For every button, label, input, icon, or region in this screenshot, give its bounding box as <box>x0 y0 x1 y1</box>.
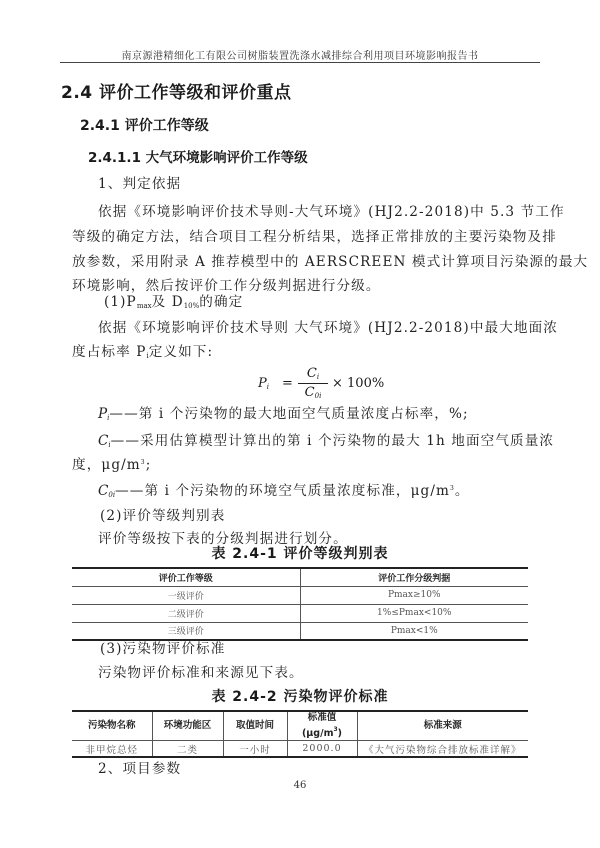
ci-definition-end: ; <box>145 457 152 473</box>
c0i-symbol-sub: 0i <box>108 491 116 499</box>
sub1-prefix: (1)P <box>104 294 137 310</box>
definition-pi <box>98 402 469 422</box>
column-header: 污染物名称 <box>72 711 152 741</box>
table-header-row <box>72 568 528 586</box>
table-header-row <box>72 711 528 741</box>
para1-line1: 依据《环境影响评价技术导则-大气环境》(HJ2.2-2018)中 5.3 节工作 <box>98 204 565 220</box>
c0i-definition-text: ——第 i 个污染物的环境空气质量浓度标准，μg/m <box>115 483 450 499</box>
ci-definition-text: ——采用估算模型计算出的第 i 个污染物的最大 1h 地面空气质量浓 <box>110 433 555 449</box>
para2-line2-prefix: 度占标率 P <box>72 344 147 360</box>
sub1-mid: 及 D <box>151 294 184 310</box>
formula-denominator: $C_{0i}$ <box>304 385 322 400</box>
column-header: 环境功能区 <box>152 711 223 741</box>
table2-caption: 表 2.4-2 污染物评价标准 <box>211 689 389 705</box>
formula-numerator: $C_i$ <box>306 366 320 381</box>
unit-label: $(\mu g/m^3)$ <box>301 726 343 739</box>
column-header: 取值时间 <box>223 711 287 741</box>
section-heading-2-4-1-1: 2.4.1.1 大气环境影响评价工作等级 <box>88 150 308 166</box>
definition-c0i <box>98 479 470 499</box>
definition-ci-cont <box>72 453 151 473</box>
table-cell: 一小时 <box>223 741 287 758</box>
grade-criteria-table <box>72 567 528 641</box>
pmax-subscript: max <box>136 302 152 310</box>
pi-definition-text: ——第 i 个污染物的最大地面空气质量浓度占标率，%; <box>109 406 469 422</box>
table-cell: 二级评价 <box>72 604 300 622</box>
sub1-suffix: 的确定 <box>199 294 244 310</box>
para1-line3: 放参数，采用附录 A 推荐模型中的 AERSCREEN 模式计算项目污染源的最大 <box>72 254 589 270</box>
table-cell: Pmax≥10% <box>300 586 528 604</box>
ci-symbol: C <box>98 433 109 449</box>
formula-fraction <box>298 366 328 401</box>
para1-line2: 等级的确定方法，结合项目工程分析结果，选择正常排放的主要污染物及排 <box>72 229 557 245</box>
table1-caption: 表 2.4-1 评价等级判别表 <box>211 546 389 562</box>
pi-symbol: P <box>98 406 108 422</box>
pi-symbol-sub: i <box>107 414 110 422</box>
ci-symbol-sub: i <box>108 441 111 449</box>
header-divider <box>60 62 540 63</box>
subsection-3-text: 污染物评价标准和来源见下表。 <box>98 665 304 681</box>
subsection-2-text: 评价等级按下表的分级判据进行划分。 <box>98 531 348 547</box>
para1-line4: 环境影响，然后按评价工作分级判据进行分级。 <box>72 278 381 294</box>
para2-line2 <box>72 340 213 360</box>
subsection-1-title <box>104 290 243 310</box>
para2-line2-suffix: 定义如下: <box>148 344 214 360</box>
table-cell: 1%≤Pmax<10% <box>300 604 528 622</box>
c0i-definition-end: 。 <box>454 483 470 499</box>
section-heading-2-4-1: 2.4.1 评价工作等级 <box>80 118 209 134</box>
ci-definition-cont: 度，μg/m <box>72 457 141 473</box>
column-header: 标准来源 <box>357 711 528 741</box>
column-header: 评价工作分级判据 <box>300 568 528 586</box>
subsection-3-title: (3)污染物评价标准 <box>100 641 226 657</box>
formula-lhs: $P_i$ <box>258 376 269 391</box>
table-cell: 非甲烷总烃 <box>85 744 138 756</box>
c0i-unit-sup: 3 <box>450 485 455 492</box>
running-header: 南京源港精细化工有限公司树脂装置洗涤水减排综合利用项目环境影响报告书 <box>121 51 479 62</box>
formula-multiplier: × 100% <box>332 376 385 391</box>
column-header-standard-value <box>287 711 357 741</box>
fraction-bar <box>298 383 328 384</box>
subsection-2-title: (2)评价等级判别表 <box>100 508 226 524</box>
item-1-title: 1、判定依据 <box>98 176 182 192</box>
item-2-title: 2、项目参数 <box>98 761 182 777</box>
table-cell: 《大气污染物综合排放标准详解》 <box>357 741 528 758</box>
table-cell: 一级评价 <box>72 586 300 604</box>
pollutant-standard-table <box>72 710 528 758</box>
pi-subscript: i <box>146 352 149 360</box>
page-number: 46 <box>293 780 307 791</box>
definition-ci <box>98 429 554 449</box>
table-cell: 2000.0 <box>287 741 357 758</box>
formula-equals: = <box>282 376 293 391</box>
column-header-label: 标准值 <box>307 712 337 723</box>
d10-subscript: 10% <box>183 302 200 310</box>
ci-unit-sup: 3 <box>140 459 146 466</box>
table-row <box>72 604 528 622</box>
c0i-symbol: C <box>98 483 109 499</box>
table-row <box>72 586 528 604</box>
section-heading-2-4: 2.4 评价工作等级和评价重点 <box>61 83 292 103</box>
table-cell: 三级评价 <box>72 622 300 640</box>
para2-line1: 依据《环境影响评价技术导则 大气环境》(HJ2.2-2018)中最大地面浓 <box>98 320 558 336</box>
table-row <box>72 741 528 758</box>
column-header: 评价工作等级 <box>72 568 300 586</box>
table-cell: Pmax<1% <box>300 622 528 640</box>
table-cell: 二类 <box>152 741 223 758</box>
